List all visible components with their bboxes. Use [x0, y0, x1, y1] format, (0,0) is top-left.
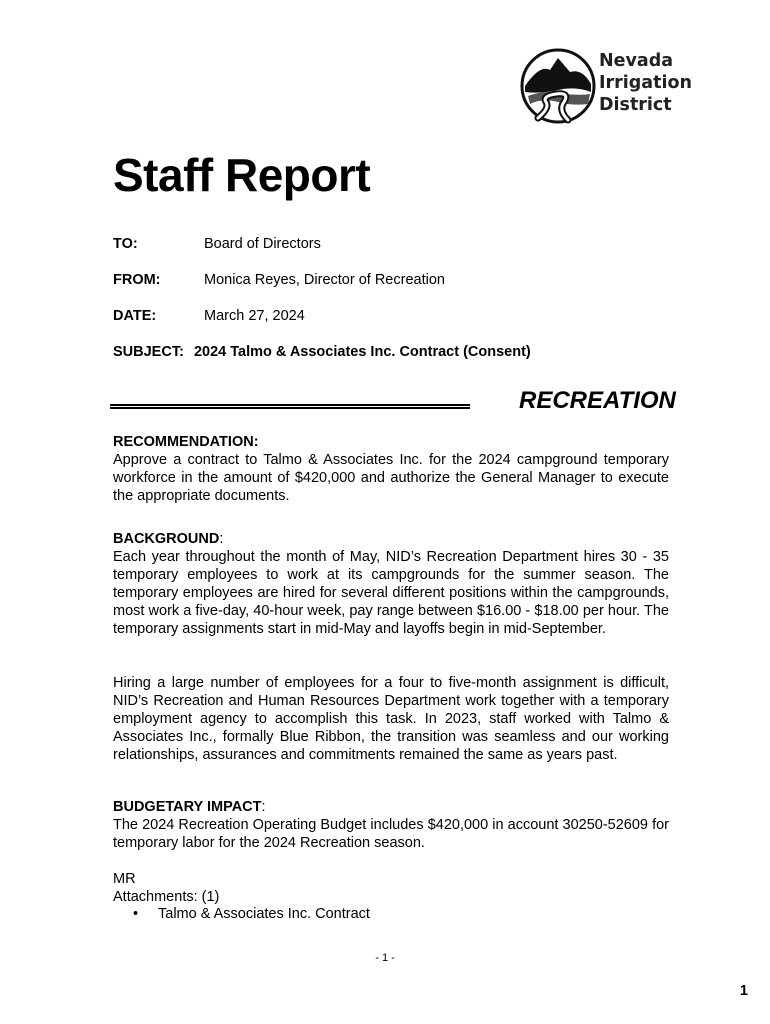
- recommendation-heading: RECOMMENDATION:: [113, 434, 259, 450]
- background-section: [113, 530, 669, 638]
- memo-date-value: March 27, 2024: [204, 308, 305, 324]
- attachment-item-text: Talmo & Associates Inc. Contract: [158, 906, 370, 922]
- memo-subject-value: 2024 Talmo & Associates Inc. Contract (Consent): [193, 344, 531, 360]
- bullet-icon: •: [133, 906, 139, 922]
- signoff-initials: MR: [113, 871, 136, 887]
- recommendation-section: [113, 433, 669, 505]
- logo-line-3: District: [599, 95, 672, 115]
- background-paragraph-1: Each year throughout the month of May, NID’s Recreation Department hires 30 - 35 temporary employees to work at its campgrounds for the summer season. The temporary employees are hired for several different positions within the campgrounds, most work a five-day, 40-hour week, pay range between $16.00 - $18.00 per hour. The temporary assignments start in mid-May and layoffs begin in mid-September.: [113, 549, 669, 637]
- nid-logo-emblem-icon: [520, 46, 596, 126]
- budget-section: [113, 798, 669, 852]
- page-footer: - 1 -: [375, 952, 395, 964]
- logo-wordmark: [599, 50, 692, 116]
- memo-to-label: TO:: [113, 236, 138, 252]
- memo-date-label: DATE:: [113, 308, 157, 324]
- attachment-list-item: [133, 906, 370, 922]
- department-heading: RECREATION: [519, 387, 676, 414]
- recommendation-text: Approve a contract to Talmo & Associates Inc. for the 2024 campground temporary workforce in the amount of $420,000 and authorize the General Manager to execute the appropriate documents.: [113, 452, 669, 504]
- memo-subject-row: [113, 344, 531, 360]
- background-paragraph-2: Hiring a large number of employees for a four to five-month assignment is difficult, NID’s Recreation and Human Resources Department work together with a temporary employment agency to accomplish this task. In 2023, staff worked with Talmo & Associates Inc., formally Blue Ribbon, the transition was seamless and our working relationships, assurances and commitments remained the same as years past.: [113, 675, 669, 763]
- budget-heading: BUDGETARY IMPACT: [113, 799, 262, 815]
- page-number: 1: [739, 983, 748, 999]
- background-paragraph-2-block: [113, 674, 669, 764]
- signoff-section: [113, 870, 669, 906]
- logo-line-2: Irrigation: [599, 73, 692, 93]
- page-title: Staff Report: [113, 149, 371, 201]
- budget-text: The 2024 Recreation Operating Budget includes $420,000 in account 30250-52609 for temporary labor for the 2024 Recreation season.: [113, 817, 669, 851]
- logo-line-1: Nevada: [599, 51, 674, 71]
- memo-from-value: Monica Reyes, Director of Recreation: [204, 272, 445, 288]
- attachments-label: Attachments: (1): [113, 889, 220, 905]
- nid-logo: [520, 46, 720, 126]
- memo-to-value: Board of Directors: [204, 236, 321, 252]
- section-divider: [110, 404, 470, 410]
- background-heading-colon: :: [219, 531, 224, 547]
- memo-from-label: FROM:: [113, 272, 161, 288]
- budget-heading-colon: :: [261, 799, 266, 815]
- memo-subject-label: SUBJECT:: [113, 344, 184, 360]
- background-heading: BACKGROUND: [113, 531, 220, 547]
